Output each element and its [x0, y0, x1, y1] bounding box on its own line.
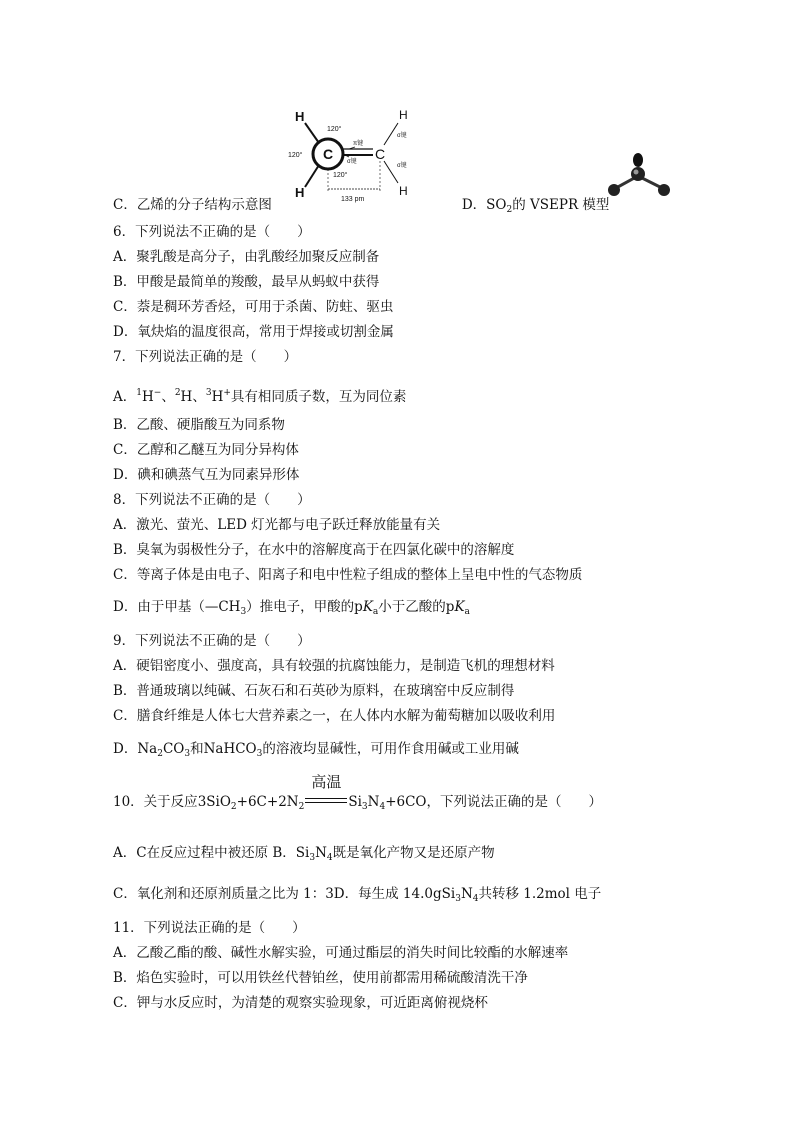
- q7-option-b: B．乙酸、硬脂酸互为同系物: [113, 417, 285, 433]
- q6-stem: 6．下列说法不正确的是（ ）: [113, 224, 311, 240]
- bond-h-bl: [305, 165, 319, 187]
- q8-option-c: C．等离子体是由电子、阳离子和电中性粒子组成的整体上呈电中性的气态物质: [113, 567, 583, 583]
- q11-option-c: C．钾与水反应时，为清楚的观察实验现象，可近距离俯视烧杯: [113, 995, 488, 1011]
- so2-vsepr-model: [600, 148, 675, 203]
- q9-option-c: C．膳食纤维是人体七大营养素之一，在人体内水解为葡萄糖加以吸收利用: [113, 708, 556, 724]
- sigma-bond-top-right-label: σ键: [397, 133, 407, 139]
- q7-option-a: A．$^1$H−、$^2$H、$^3$H+具有相同质子数，互为同位素: [113, 388, 407, 405]
- q8-option-d: D．由于甲基$(—CH_3)$推电子，甲酸的$pK_a$小于乙酸的$pK_a$: [113, 599, 470, 617]
- q10-options-cd: C．氧化剂和还原剂质量之比为 1：3D．每生成 $14.0gSi_3N_4$共转移 1.2mol 电子: [113, 886, 602, 904]
- atom-c-left: C: [323, 146, 334, 162]
- q9-stem: 9．下列说法不正确的是（ ）: [113, 633, 311, 649]
- q10-stem: 10．关于反应$3SiO_2+6C+2N_2$ 高温 $Si_3N_4+6CO$，下列说法正确的是（ ）: [113, 773, 603, 812]
- pi-bond-label: π键: [353, 141, 364, 147]
- atom-h-bottom-left: H: [295, 185, 305, 200]
- q11-option-b: B．焰色实验时，可以用铁丝代替铂丝，使用前都需用稀硫酸清洗干净: [113, 970, 528, 986]
- q11-stem: 11．下列说法正确的是（ ）: [113, 920, 306, 936]
- q7-option-d: D．碘和碘蒸气互为同素异形体: [113, 467, 300, 483]
- angle-top: 120°: [327, 126, 342, 133]
- q6-option-a: A．聚乳酸是高分子，由乳酸经加聚反应制备: [113, 249, 380, 265]
- q6-option-d: D．氧炔焰的温度很高，常用于焊接或切割金属: [113, 324, 394, 340]
- atom-h-bottom-right: H: [399, 184, 408, 198]
- atom-h-top-left: H: [295, 109, 305, 124]
- q5-option-d: D．$SO_2$的 VSEPR 模型: [461, 197, 610, 215]
- q11-option-a: A．乙酸乙酯的酸、碱性水解实验，可通过酯层的消失时间比较酯的水解速率: [113, 945, 569, 961]
- atom-h-top-right: H: [399, 108, 408, 122]
- q6-option-b: B．甲酸是最简单的羧酸，最早从蚂蚁中获得: [113, 274, 380, 290]
- sigma-bond-bottom-right-label: σ键: [397, 163, 407, 169]
- sulfur-atom: [631, 167, 645, 181]
- q7-stem: 7．下列说法正确的是（ ）: [113, 349, 298, 365]
- q8-option-a: A．激光、萤光、LED 灯光都与电子跃迁释放能量有关: [113, 517, 441, 533]
- bond-h-tr: [384, 123, 398, 145]
- q8-stem: 8．下列说法不正确的是（ ）: [113, 492, 311, 508]
- q10-options-ab: A．C在反应过程中被还原 B．$Si_3N_4$既是氧化产物又是还原产物: [113, 845, 495, 863]
- reaction-condition-arrow: 高温: [304, 792, 348, 808]
- oxygen-atom-right: [658, 184, 670, 196]
- atom-c-right: C: [375, 146, 386, 162]
- bond-length-label: 133 pm: [341, 196, 365, 203]
- q5-options-cd: [113, 197, 609, 218]
- ethylene-structure-diagram: [283, 105, 413, 205]
- q7-option-c: C．乙醇和乙醚互为同分异构体: [113, 442, 299, 458]
- sigma-bond-mid-label: σ键: [347, 159, 357, 165]
- sulfur-highlight: [634, 170, 639, 175]
- q8-option-b: B．臭氧为弱极性分子，在水中的溶解度高于在四氯化碳中的溶解度: [113, 542, 515, 558]
- q9-option-a: A．硬铝密度小、强度高，具有较强的抗腐蚀能力，是制造飞机的理想材料: [113, 658, 555, 674]
- q9-option-d: D．$Na_2CO_3$和NaHCO$_3$的溶液均显碱性，可用作食用碱或工业用碱: [113, 741, 519, 759]
- bond-h-br: [384, 161, 398, 183]
- angle-left: 120°: [288, 152, 303, 159]
- lone-pair: [633, 153, 643, 167]
- q5-option-c: C．乙烯的分子结构示意图: [113, 197, 272, 213]
- q6-option-c: C．萘是稠环芳香烃，可用于杀菌、防蛀、驱虫: [113, 299, 394, 315]
- q9-option-b: B．普通玻璃以纯碱、石灰石和石英砂为原料，在玻璃窑中反应制得: [113, 683, 515, 699]
- bond-h-tl: [305, 123, 319, 143]
- angle-bottom: 120°: [333, 172, 348, 179]
- oxygen-atom-left: [608, 184, 620, 196]
